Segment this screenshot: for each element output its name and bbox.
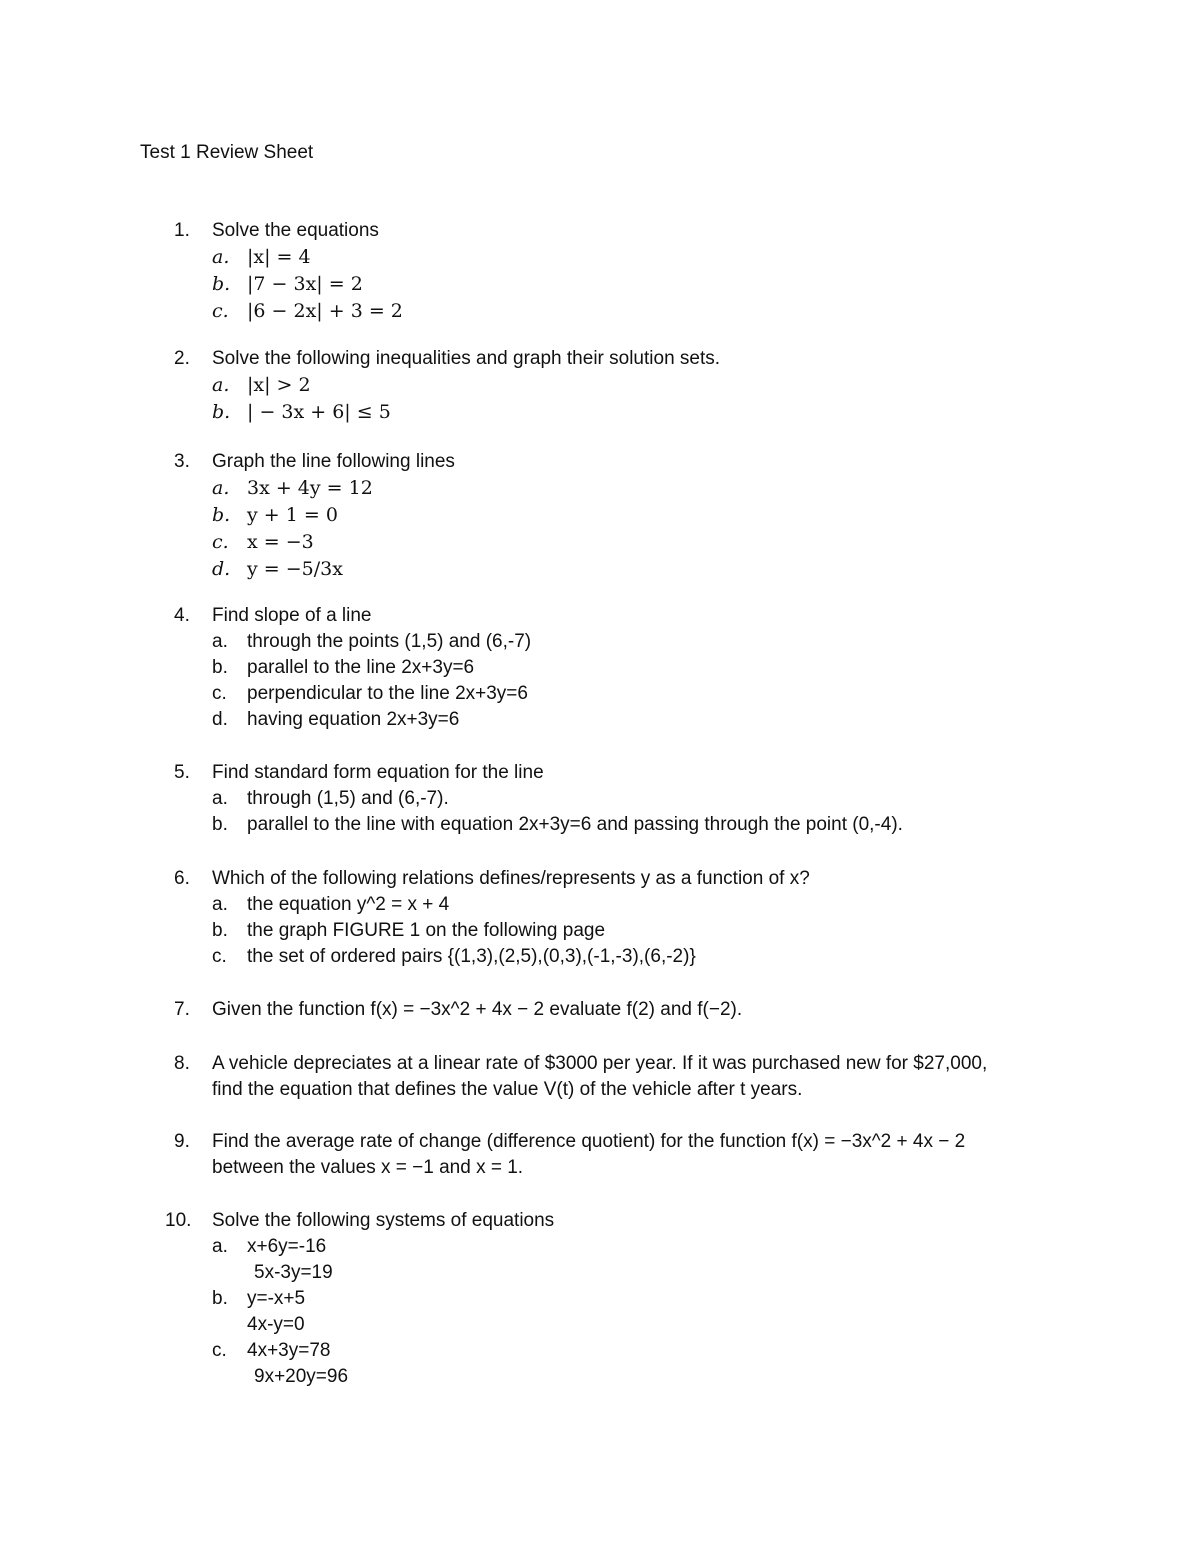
sub-item	[212, 271, 1074, 298]
sub-text: parallel to the line with equation 2x+3y=6 and passing through the point (0,-4).	[247, 814, 903, 835]
sub-list	[212, 629, 1074, 733]
question-4	[174, 603, 1074, 733]
sub-label: b.	[212, 814, 228, 835]
page-title: Test 1 Review Sheet	[140, 142, 314, 163]
sub-text: y + 1 = 0	[247, 504, 338, 526]
sub-item	[212, 786, 1154, 812]
sub-text: x+6y=-16	[247, 1236, 327, 1257]
sub-item	[212, 812, 1154, 838]
sub-label: a.	[212, 1236, 228, 1257]
question-text: Which of the following relations defines/represents y as a function of x?	[212, 868, 810, 889]
sub-item	[212, 918, 1074, 944]
sub-text: |x| = 4	[247, 246, 311, 268]
sub-label: b.	[212, 273, 231, 295]
sub-label: a.	[212, 374, 230, 396]
sub-list	[212, 786, 1154, 838]
sub-label: b.	[212, 920, 228, 941]
sub-item	[212, 629, 1074, 655]
sub-text: |x| > 2	[247, 374, 311, 396]
sub-label: a.	[212, 477, 230, 499]
sub-item	[212, 707, 1074, 733]
sub-label: b.	[212, 657, 228, 678]
sub-item	[212, 681, 1074, 707]
question-number: 3.	[174, 451, 190, 472]
sub-text: 3x + 4y = 12	[247, 477, 373, 499]
sub-text: y=-x+5	[247, 1288, 306, 1309]
sub-text: | − 3x + 6| ≤ 5	[247, 401, 391, 423]
sub-label: c.	[212, 300, 229, 322]
question-number: 8.	[174, 1053, 190, 1074]
question-text: Solve the following inequalities and graph their solution sets.	[212, 348, 721, 369]
sub-item	[212, 1286, 1065, 1338]
question-number: 10.	[165, 1210, 192, 1231]
sub-item	[212, 475, 1074, 502]
question-text: Given the function f(x) = −3x^2 + 4x − 2 evaluate f(2) and f(−2).	[212, 999, 743, 1020]
sub-label: c.	[212, 1340, 227, 1361]
sub-text: |6 − 2x| + 3 = 2	[247, 300, 403, 322]
sub-list	[212, 1234, 1065, 1390]
question-number: 7.	[174, 999, 190, 1020]
sub-text: the set of ordered pairs {(1,3),(2,5),(0,3),(-1,-3),(6,-2)}	[247, 946, 696, 967]
sub-label: d.	[212, 558, 231, 580]
sub-text: through (1,5) and (6,-7).	[247, 788, 449, 809]
sub-item	[212, 556, 1074, 583]
sub-item	[212, 529, 1074, 556]
sub-label: a.	[212, 631, 228, 652]
sub-text: perpendicular to the line 2x+3y=6	[247, 683, 528, 704]
question-10	[165, 1208, 1065, 1390]
question-9	[174, 1129, 1074, 1181]
sub-item	[212, 944, 1074, 970]
sub-text: |7 − 3x| = 2	[247, 273, 363, 295]
sub-text: having equation 2x+3y=6	[247, 709, 460, 730]
sub-label: c.	[212, 683, 227, 704]
sub-item	[212, 372, 1074, 399]
question-text: Solve the equations	[212, 220, 379, 241]
question-6	[174, 866, 1074, 970]
question-text: Find slope of a line	[212, 605, 372, 626]
sub-text: the equation y^2 = x + 4	[247, 894, 450, 915]
question-1	[174, 218, 1074, 325]
question-number: 4.	[174, 605, 190, 626]
sub-label: b.	[212, 504, 231, 526]
sub-item	[212, 502, 1074, 529]
sub-label: b.	[212, 1288, 228, 1309]
question-3	[174, 449, 1074, 583]
sub-item	[212, 399, 1074, 426]
sub-label: a.	[212, 246, 230, 268]
question-number: 1.	[174, 220, 190, 241]
sub-label: d.	[212, 709, 228, 730]
question-text: Graph the line following lines	[212, 451, 455, 472]
question-number: 2.	[174, 348, 190, 369]
sub-item	[212, 1338, 1065, 1390]
sub-list	[212, 372, 1074, 426]
question-text: Find the average rate of change (difference quotient) for the function f(x) = −3x^2 + 4x − 2	[212, 1131, 966, 1152]
sub-label: c.	[212, 531, 229, 553]
sub-item	[212, 655, 1074, 681]
question-text-continued: between the values x = −1 and x = 1.	[212, 1157, 524, 1178]
sub-label: c.	[212, 946, 227, 967]
sub-text: parallel to the line 2x+3y=6	[247, 657, 475, 678]
question-text: Find standard form equation for the line	[212, 762, 544, 783]
question-5	[174, 760, 1154, 838]
sub-list	[212, 244, 1074, 325]
question-text-continued: find the equation that defines the value V(t) of the vehicle after t years.	[212, 1079, 803, 1100]
question-text: Solve the following systems of equations	[212, 1210, 555, 1231]
sub-label: a.	[212, 788, 228, 809]
sub-item	[212, 892, 1074, 918]
sub-text: y = −5/3x	[247, 558, 343, 580]
sub-item	[212, 244, 1074, 271]
sub-text: through the points (1,5) and (6,-7)	[247, 631, 532, 652]
sub-item	[212, 1234, 1065, 1286]
sub-list	[212, 475, 1074, 583]
sub-text: 4x+3y=78	[247, 1340, 331, 1361]
sub-list	[212, 892, 1074, 970]
question-number: 6.	[174, 868, 190, 889]
question-number: 5.	[174, 762, 190, 783]
question-8	[174, 1051, 1074, 1103]
sub-text-continued: 5x-3y=19	[254, 1262, 333, 1283]
question-2	[174, 346, 1074, 426]
sub-text-continued: 9x+20y=96	[254, 1366, 349, 1387]
question-text: A vehicle depreciates at a linear rate of $3000 per year. If it was purchased new for $27,000,	[212, 1053, 988, 1074]
sub-label: a.	[212, 894, 228, 915]
question-7	[174, 997, 1074, 1023]
sub-text: the graph FIGURE 1 on the following page	[247, 920, 606, 941]
question-number: 9.	[174, 1131, 190, 1152]
sub-item	[212, 298, 1074, 325]
sub-text: x = −3	[247, 531, 314, 553]
sub-text-continued: 4x-y=0	[247, 1314, 305, 1335]
sub-label: b.	[212, 401, 231, 423]
